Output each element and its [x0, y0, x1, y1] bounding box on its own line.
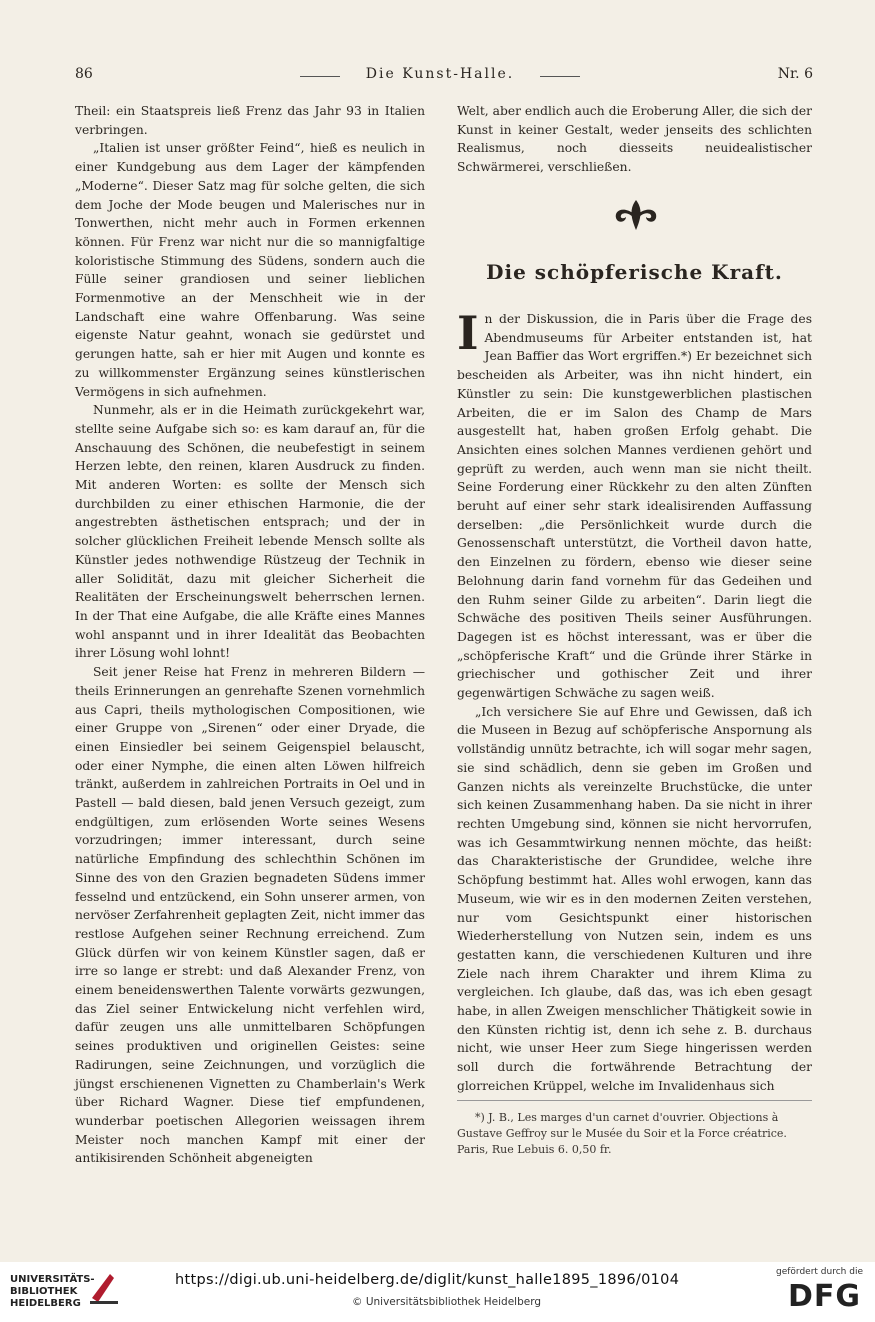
dfg-logo: DFG: [787, 1279, 861, 1314]
right-column-top: [457, 102, 812, 177]
left-column: [75, 102, 425, 1168]
copyright-notice: © Universitätsbibliothek Heidelberg: [352, 1296, 542, 1308]
library-name: UNIVERSITÄTS-BIBLIOTHEK HEIDELBERG: [10, 1274, 95, 1309]
library-emblem-icon: [88, 1268, 122, 1308]
viewer-footer: [0, 1262, 875, 1322]
header-rule-right: [540, 76, 580, 77]
fleuron-ornament-icon: [600, 198, 672, 232]
article-title: Die schöpferische Kraft.: [486, 260, 783, 284]
journal-title: Die Kunst-Halle.: [365, 66, 515, 82]
paragraph: „Ich versichere Sie auf Ehre und Gewissen, daß ich die Museen in Bezug auf schöpferische Anspornung als vollständig unnütz betrachte, ich will sogar mehr sagen, sie sind schädlich, denn sie geben im Großen und Ganzen nichts als vereinzelte Bruchstücke, die unter sich keinen Zusammenhang haben. Da sie nicht in ihrer rechten Umgebung sind, können sie nicht hervorrufen, was ich Gesammtwirkung nennen möchte, das heißt: das Charakteristische der Grundidee, welche ihre Schöpfung bestimmt hat. Alles wohl erwogen, kann das Museum, wie wir es in den modernen Zeiten verstehen, nur vom Gesichtspunkt einer historischen Wiederherstellung von Nutzen sein, indem es uns gestatten kann, die verschiedenen Kulturen und ihre Ziele nach ihrem Charakter und ihrem Klima zu vergleichen. Ich glaube, daß das, was ich eben gesagt habe, in allen Zweigen menschlicher Thätigkeit sowie in den Künsten richtig ist, denn ich sehe z. B. durchaus nicht, wie unser Heer zum Siege hingerissen werden soll durch die fortwährende Betrachtung der glorreichen Krüppel, welche im Invalidenhaus sich: [457, 704, 812, 1093]
paragraph: n der Diskussion, die in Paris über die Frage des Abendmuseums für Arbeiter entstanden ist, hat Jean Baffier das Wort ergriffen.*) Er bezeichnet sich bescheiden als Arbeiter, was ihn nicht hindert, ein Künstler zu sein: Die kunstgewerblichen plastischen Arbeiten, die er im Salon des Champ de Mars ausgestellt hat, haben großen Erfolg gehabt. Die Ansichten eines solchen Mannes verdienen gehört und geprüft zu werden, auch wenn man sie nicht theilt. Seine Forderung einer Rückkehr zu den alten Zünften beruht auf einer sehr stark idealisirenden Auffassung derselben: „die Persönlichkeit wurde durch die Genossenschaft unterstützt, die Vortheil davon hatte, den Einzelnen zu fördern, ebenso wie dieser seine Belohnung darin fand vornehm für das Gedeihen und den Ruhm seiner Gilde zu arbeiten“. Darin liegt die Schwäche des positiven Theils seiner Ausführungen. Dagegen ist es höchst interessant, was er über die „schöpferische Kraft“ und die Gründe ihrer Stärke in griechischer und gothischer Zeit und ihrer gegenwärtigen Schwäche zu sagen weiß.: [457, 312, 812, 701]
drop-cap: I: [457, 306, 479, 360]
article-body: [457, 306, 812, 1096]
issue-number: Nr. 6: [777, 66, 813, 82]
paragraph: Seit jener Reise hat Frenz in mehreren Bildern — theils Erinnerungen an genrehafte Szenen vornehmlich aus Capri, theils mythologischen Compositionen, wie einer Gruppe von „Sirenen“ oder einer Dryade, die einen Einsiedler bei seinem Geigenspiel belauscht, oder einer Nymphe, die einen alten Löwen hilfreich tränkt, außerdem in zahlreichen Portraits in Oel und in Pastell — bald diesen, bald jenen Versuch gezeigt, zum endgültigen, zum erlösenden Worte seines Wesens vorzudringen; immer interessant, durch seine natürliche Empfindung des schlechthin Schönen im Sinne des von den Grazien begnadeten Südens immer fesselnd und entzückend, ein Sohn unserer armen, von nervöser Zerfahrenheit geplagten Zeit, nicht immer das restlose Aufgehen seiner Rechnung erreichend. Zum Glück dürfen wir von keinem Künstler sagen, daß er irre so lange er strebt: und daß Alexander Frenz, von einem beneidenswerthen Talente vorwärts gezwungen, das Ziel seiner Entwickelung nicht verfehlen wird, dafür zeugen uns alle unmittelbaren Schöpfungen seines produktiven und originellen Geistes: seine Radirungen, seine Zeichnungen, und vorzüglich die jüngst erschienenen Vignetten zu Chamberlain's Werk über Richard Wagner. Diese tief empfundenen, wunderbar poetischen Allegorien weissagen ihrem Meister noch manchen Kampf mit einer der antikisirenden Schönheit abgeneigten: [75, 665, 425, 1166]
paragraph: Nunmehr, als er in die Heimath zurückgekehrt war, stellte seine Aufgabe sich so: es kam darauf an, für die Anschauung des Schönen, die neubefestigt in seinem Herzen lebte, den reinen, klaren Ausdruck zu finden. Mit anderen Worten: es sollte der Mensch sich durchbilden zu einer ethischen Harmonie, die der angestrebten ästhetischen entsprach; und der in solcher glücklichen Freiheit lebende Mensch sollte als Künstler jedes nothwendige Rüstzeug der Technik in aller Solidität, dazu mit gleicher Sicherheit die Realitäten der Erscheinungswelt beherrschen lernen. In der That eine Aufgabe, die alle Kräfte eines Mannes wohl anspannt und in ihrer Idealität das Beobachten ihrer Lösung wohl lohnt!: [75, 403, 425, 661]
paragraph: Welt, aber endlich auch die Eroberung Aller, die sich der Kunst in keiner Gestalt, weder jenseits des schlichten Realismus, noch diesseits neuidealistischer Schwärmerei, verschließen.: [457, 104, 812, 175]
running-header: [0, 64, 875, 88]
paragraph: Theil: ein Staatspreis ließ Frenz das Jahr 93 in Italien verbringen.: [75, 104, 425, 137]
paragraph: „Italien ist unser größter Feind“, hieß es neulich in einer Kundgebung aus dem Lager der kämpfenden „Moderne“. Dieser Satz mag für solche gelten, die sich dem Joche der Mode beugen und Malerisches nur in Tonwerthen, nicht mehr auch in Formen erkennen können. Für Frenz war nicht nur die so mannigfaltige koloristische Stimmung des Südens, sondern auch die Fülle seiner grandiosen und seiner lieblichen Formenmotive an der Menschheit wie in der Landschaft eine wahre Offenbarung. Was seine eigenste Natur geahnt, wonach sie gedürstet und gerungen hatte, sah er hier mit Augen und konnte es zu willkommenster Ergänzung seines künstlerischen Vermögens in sich aufnehmen.: [75, 141, 425, 399]
footnote-rule: [457, 1100, 812, 1101]
header-rule-left: [300, 76, 340, 77]
permalink-url[interactable]: https://digi.ub.uni-heidelberg.de/diglit/kunst_halle1895_1896/0104: [175, 1272, 680, 1288]
funder-note: gefördert durch die: [776, 1267, 863, 1277]
footnote: *) J. B., Les marges d'un carnet d'ouvrier. Objections à Gustave Geffroy sur le Musée du Soir et la Force créatrice. Paris, Rue Lebuis 6. 0,50 fr.: [457, 1111, 787, 1156]
page-number: 86: [75, 66, 93, 82]
